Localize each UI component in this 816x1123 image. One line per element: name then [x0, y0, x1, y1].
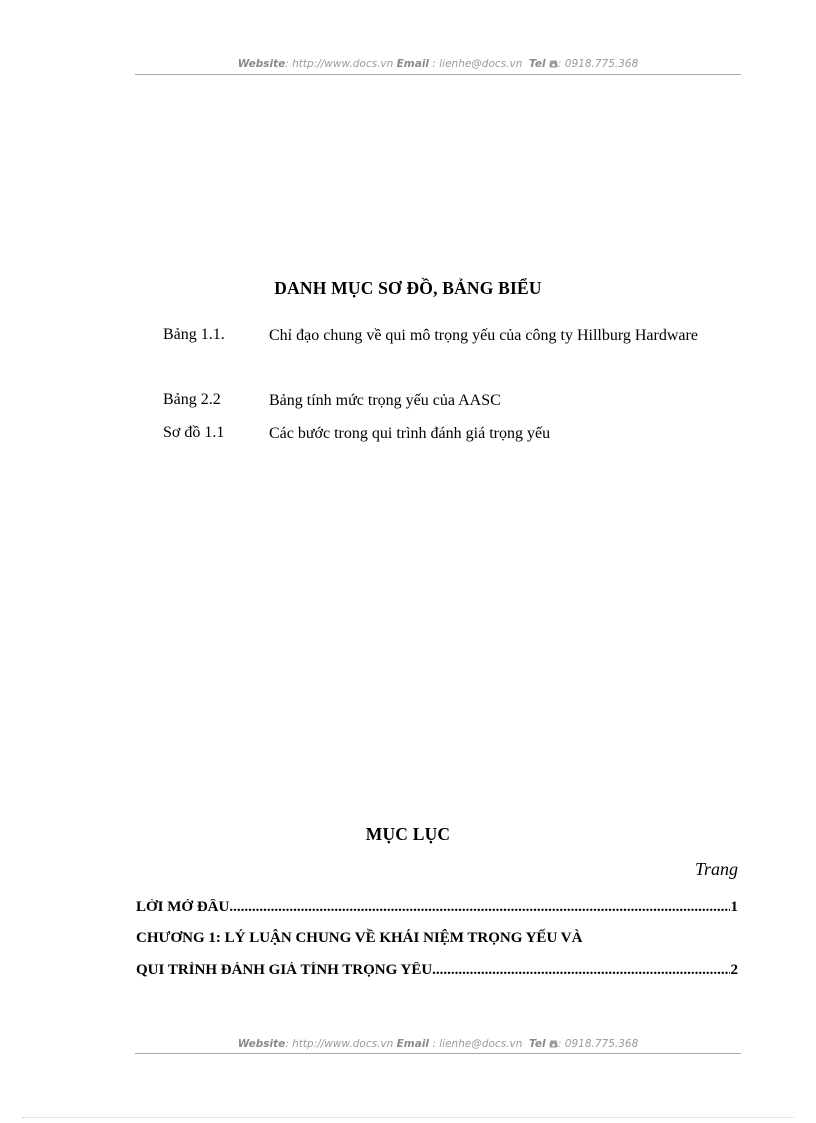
toc-title: MỤC LỤC [365, 824, 451, 844]
toc-entry[interactable] [136, 899, 738, 916]
figure-item-label: Bảng 2.2 [163, 391, 221, 408]
footer-tel-value: : 0918.775.368 [557, 1038, 639, 1050]
footer-divider [135, 1053, 741, 1054]
toc-entry-page: 2 [730, 962, 738, 978]
toc-entry-page: 1 [730, 899, 738, 915]
footer-email-label: Email [396, 1038, 430, 1050]
toc-entry-text: LỜI MỞ ĐẦU [136, 899, 230, 915]
toc-entry-line[interactable]: CHƯƠNG 1: LÝ LUẬN CHUNG VỀ KHÁI NIỆM TRỌNG YẾU VÀ [136, 930, 583, 946]
figure-item-text: Chỉ đạo chung về qui mô trọng yếu của công ty Hillburg Hardware [269, 327, 698, 344]
page-header [135, 58, 741, 70]
header-website-value: : http://www.docs.vn [285, 58, 394, 70]
figures-section-title: DANH MỤC SƠ ĐỒ, BẢNG BIỂU [274, 278, 542, 298]
header-email-value: : lienhe@docs.vn [429, 58, 523, 70]
header-website-label: Website [237, 58, 286, 70]
phone-icon [549, 1038, 558, 1050]
footer-website-label: Website [237, 1038, 286, 1050]
header-email-label: Email [396, 58, 430, 70]
header-divider [135, 74, 741, 75]
footer-email-value: : lienhe@docs.vn [429, 1038, 523, 1050]
toc-leader-dots [432, 962, 729, 979]
figure-item-label: Bảng 1.1. [163, 326, 225, 343]
footer-tel-label: Tel [529, 1038, 546, 1050]
header-tel-label: Tel [529, 58, 546, 70]
figure-item-text: Bảng tính mức trọng yếu của AASC [269, 392, 501, 409]
header-tel-value: : 0918.775.368 [557, 58, 639, 70]
page-footer [135, 1038, 741, 1050]
phone-icon [549, 58, 558, 70]
toc-entry[interactable] [136, 962, 738, 979]
toc-entry-text: QUI TRÌNH ĐÁNH GIÁ TÍNH TRỌNG YẾU [136, 962, 433, 978]
toc-page-column-label: Trang [694, 859, 738, 879]
figure-item-label: Sơ đồ 1.1 [163, 424, 225, 441]
figure-item-text: Các bước trong qui trình đánh giá trọng yếu [269, 425, 551, 442]
footer-website-value: : http://www.docs.vn [285, 1038, 394, 1050]
toc-leader-dots [229, 899, 729, 916]
page-bottom-border [22, 1117, 794, 1118]
